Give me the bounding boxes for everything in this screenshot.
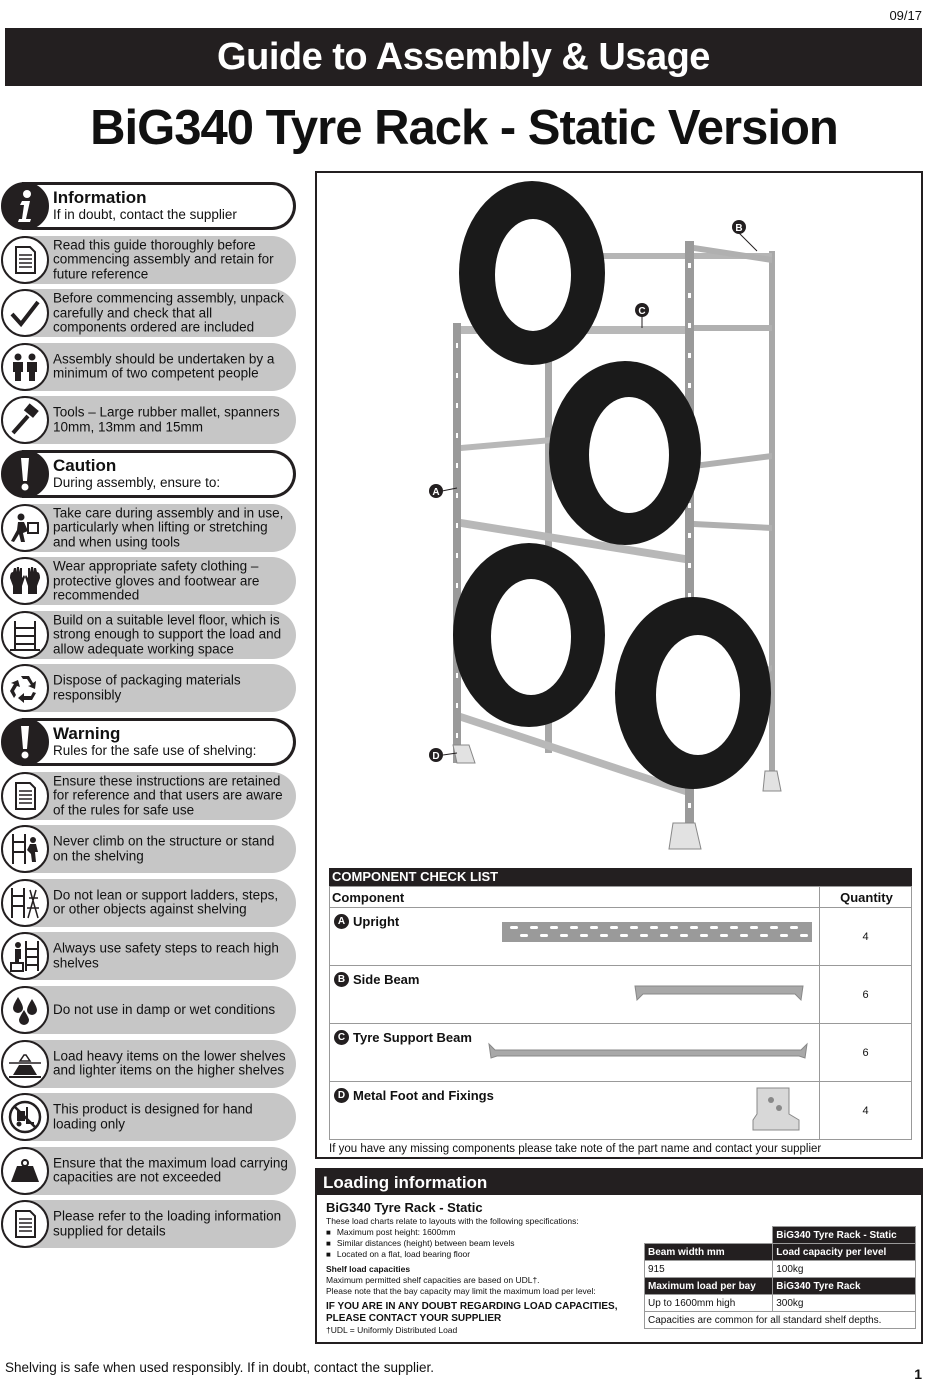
side-beam-part-image: [633, 982, 805, 1004]
information-title: Information: [53, 188, 147, 207]
load-capacity-table: [644, 1226, 916, 1329]
tyre: [453, 181, 771, 789]
caution-item: [0, 504, 298, 552]
spec-item: ■ Maximum post height: 1600mm: [326, 1227, 626, 1238]
document-icon: [1, 236, 49, 284]
no-forklift-icon: [1, 1093, 49, 1141]
part-letter-badge: B: [334, 972, 349, 987]
warning-item: [0, 1093, 298, 1141]
spec-item: ■ Similar distances (height) between beam levels: [326, 1238, 626, 1249]
info-item-text: Tools – Large rubber mallet, spanners 10mm, 13mm and 15mm: [53, 404, 280, 435]
upright-front-left: [453, 323, 461, 763]
column-header-component: Component: [330, 887, 820, 908]
info-item-text: Assembly should be undertaken by a minimum of two competent people: [53, 351, 275, 381]
gloves-icon: [1, 557, 49, 605]
document-icon: [1, 772, 49, 820]
part-marker-d: [429, 748, 457, 762]
info-item-text: Read this guide thoroughly before commencing assembly and retain for future reference: [53, 236, 274, 281]
exclamation-icon: [1, 450, 49, 498]
document-icon: [1, 1200, 49, 1248]
caution-item-text: Build on a suitable level floor, which is strong enough to support the load and allow adequate working space: [53, 612, 282, 656]
tyre-support-beam-part-image: [487, 1040, 809, 1062]
upright-part-image: [500, 916, 815, 946]
bay-load-value: 300kg: [773, 1295, 916, 1312]
shelving-floor-icon: [1, 611, 49, 659]
info-item: [0, 343, 298, 391]
capacity-footnote: Capacities are common for all standard shelf depths.: [645, 1312, 916, 1329]
warning-subtitle: Rules for the safe use of shelving:: [53, 742, 257, 758]
column-header-beam-width: Beam width mm: [645, 1244, 773, 1261]
warning-title: Warning: [53, 723, 121, 743]
caution-item: [0, 611, 298, 659]
water-drops-icon: [1, 986, 49, 1034]
column-header-quantity: Quantity: [820, 887, 912, 908]
warning-item: [0, 879, 298, 927]
beam-width-value: 915: [645, 1261, 773, 1278]
table-row: [330, 1082, 912, 1140]
info-item: [0, 236, 298, 284]
warning-item-text: Never climb on the structure or stand on the shelving: [53, 833, 275, 864]
warning-header: [0, 718, 298, 766]
warning-item-text: Do not use in damp or wet conditions: [53, 1001, 276, 1017]
part-marker-b: [732, 220, 757, 251]
table-row: [645, 1312, 916, 1329]
warning-item-text: Ensure that the maximum load carrying capacities are not exceeded: [53, 1155, 288, 1185]
two-people-icon: [1, 343, 49, 391]
warning-item: [0, 1040, 298, 1088]
part-name: Metal Foot and Fixings: [353, 1088, 494, 1103]
warning-item-text: Do not lean or support ladders, steps, or other objects against shelving: [53, 887, 279, 917]
shelf-capacity-title: Shelf load capacities: [326, 1264, 411, 1274]
exclamation-icon: [1, 718, 49, 766]
warning-item: [0, 1147, 298, 1195]
bay-height-value: Up to 1600mm high: [645, 1295, 773, 1312]
warning-item: [0, 1200, 298, 1248]
lifting-person-icon: [1, 504, 49, 552]
loading-title: BiG340 Tyre Rack - Static: [326, 1200, 483, 1215]
warning-item: [0, 772, 298, 820]
safety-column: [0, 182, 298, 1254]
part-marker-a: [429, 484, 457, 498]
udl-footnote: †UDL = Uniformly Distributed Load: [326, 1325, 458, 1335]
warning-item-text: This product is designed for hand loading only: [53, 1101, 253, 1132]
recycle-icon: [1, 664, 49, 712]
safety-steps-icon: [1, 932, 49, 980]
warning-item-text: Always use safety steps to reach high shelves: [53, 940, 279, 971]
part-marker-c: [635, 303, 649, 328]
part-quantity: 6: [820, 1024, 912, 1082]
part-letter-badge: A: [334, 914, 349, 929]
load-capacity-value: 100kg: [773, 1261, 916, 1278]
shelf-capacity-line: Maximum permitted shelf capacities are based on UDL†.: [326, 1275, 540, 1285]
bay-product-label: BiG340 Tyre Rack: [773, 1278, 916, 1295]
component-table: [329, 886, 912, 1140]
caution-item-text: Dispose of packaging materials responsibly: [53, 672, 241, 703]
table-row: [330, 908, 912, 966]
part-quantity: 6: [820, 966, 912, 1024]
table-row: [645, 1261, 916, 1278]
loading-information: [315, 1168, 923, 1344]
warning-item: [0, 932, 298, 980]
table-row: [330, 1024, 912, 1082]
info-item: [0, 396, 298, 444]
loading-intro: These load charts relate to layouts with the following specifications:: [326, 1216, 579, 1226]
guide-banner: Guide to Assembly & Usage: [5, 28, 922, 86]
table-row: [645, 1295, 916, 1312]
warning-item-text: Please refer to the loading information supplied for details: [53, 1208, 282, 1239]
ladder-icon: [1, 879, 49, 927]
shelf-capacity-line: Please note that the bay capacity may limit the maximum load per level:: [326, 1286, 596, 1296]
table-header: BiG340 Tyre Rack - Static: [773, 1227, 916, 1244]
page-number: 1: [914, 1366, 922, 1382]
information-subtitle: If in doubt, contact the supplier: [53, 207, 237, 222]
marker-label: B: [735, 223, 743, 234]
marker-label: C: [638, 306, 646, 317]
weight-icon: [1, 1147, 49, 1195]
warning-item: [0, 986, 298, 1034]
caution-item: [0, 557, 298, 605]
tyre-rack-illustration: [317, 173, 921, 863]
info-item-text: Before commencing assembly, unpack carefully and check that all components ordered are included: [53, 290, 284, 335]
footer-text: Shelving is safe when used responsibly. If in doubt, contact the supplier.: [5, 1360, 435, 1375]
loading-details: [326, 1200, 626, 1336]
part-letter-badge: D: [334, 1088, 349, 1103]
part-quantity: 4: [820, 1082, 912, 1140]
checkmark-icon: [1, 289, 49, 337]
bay-load-label: Maximum load per bay: [645, 1278, 773, 1295]
document-date: 09/17: [889, 8, 922, 23]
caution-header: [0, 450, 298, 498]
metal-foot-part-image: [749, 1086, 807, 1132]
load-doubt-notice: IF YOU ARE IN ANY DOUBT REGARDING LOAD CAPACITIES, PLEASE CONTACT YOUR SUPPLIER: [326, 1301, 618, 1324]
warning-item-text: Load heavy items on the lower shelves and lighter items on the higher shelves: [53, 1048, 286, 1078]
component-check-list: [329, 868, 912, 1155]
mallet-icon: [1, 396, 49, 444]
caution-title: Caution: [53, 455, 117, 475]
upright-back-right: [769, 251, 775, 791]
warning-item-text: Ensure these instructions are retained for reference and that users are aware of the rules for safe use: [53, 772, 283, 817]
part-quantity: 4: [820, 908, 912, 966]
heavy-load-icon: [1, 1040, 49, 1088]
missing-components-note: If you have any missing components please take note of the part name and contact your supplier: [329, 1143, 822, 1155]
no-climb-icon: [1, 825, 49, 873]
product-title: BiG340 Tyre Rack - Static Version: [90, 101, 838, 155]
table-row: [330, 966, 912, 1024]
column-header-load-capacity: Load capacity per level: [773, 1244, 916, 1261]
spec-list: [326, 1227, 626, 1260]
part-name: Tyre Support Beam: [353, 1030, 472, 1045]
information-header: [0, 182, 298, 230]
warning-item: [0, 825, 298, 873]
component-check-heading: COMPONENT CHECK LIST: [329, 868, 912, 886]
marker-label: A: [432, 487, 440, 498]
part-letter-badge: C: [334, 1030, 349, 1045]
part-name: Upright: [353, 914, 400, 929]
loading-heading: Loading information: [317, 1170, 921, 1195]
information-icon: [1, 182, 49, 230]
caution-item-text: Take care during assembly and in use, particularly when lifting or stretching and when using tools: [53, 504, 284, 549]
info-item: [0, 289, 298, 337]
product-panel: [315, 171, 923, 1159]
spec-item: ■ Located on a flat, load bearing floor: [326, 1249, 626, 1260]
part-name: Side Beam: [353, 972, 420, 987]
marker-label: D: [432, 751, 440, 762]
caution-item-text: Wear appropriate safety clothing – protective gloves and footwear are recommended: [53, 558, 260, 603]
caution-item: [0, 664, 298, 712]
caution-subtitle: During assembly, ensure to:: [53, 474, 221, 490]
